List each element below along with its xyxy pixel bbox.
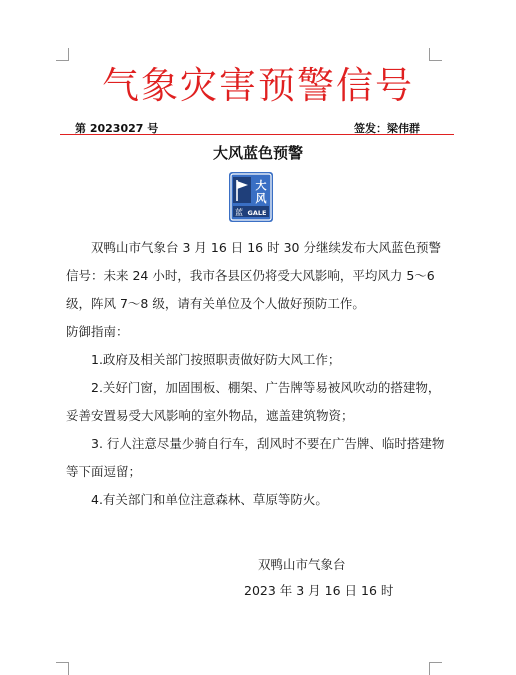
icon-flag-panel bbox=[233, 177, 251, 203]
margin-corner-top-left bbox=[56, 48, 69, 61]
guide-heading: 防御指南： bbox=[66, 324, 129, 339]
signature-date: 2023 年 3 月 16 日 16 时 bbox=[244, 583, 394, 598]
icon-char-2: 风 bbox=[255, 192, 267, 205]
margin-corner-top-right bbox=[429, 48, 442, 61]
icon-en-text: GALE bbox=[247, 209, 267, 217]
margin-corner-bottom-right bbox=[429, 662, 442, 675]
document-number: 第 2023027 号 bbox=[75, 122, 159, 135]
guide-item: 3. 行人注意尽量少骑自行车，刮风时不要在广告牌、临时搭建物等下面逗留； bbox=[66, 436, 445, 479]
signer: 签发：梁伟群 bbox=[354, 122, 420, 135]
margin-corner-bottom-left bbox=[56, 662, 69, 675]
guide-item: 2.关好门窗，加固围板、棚架、广告牌等易被风吹动的搭建物，妥善安置易受大风影响的室外物品，遮盖建筑物资； bbox=[66, 380, 441, 423]
red-divider-line bbox=[60, 134, 454, 135]
icon-level-text: 蓝 bbox=[235, 208, 243, 217]
icon-char-1: 大 bbox=[255, 179, 267, 192]
guide-item: 1.政府及相关部门按照职责做好防大风工作； bbox=[91, 352, 341, 367]
document-title: 大风蓝色预警 bbox=[212, 144, 303, 162]
signature-organization: 双鸭山市气象台 bbox=[258, 557, 346, 572]
document-body bbox=[66, 234, 446, 514]
intro-paragraph: 双鸭山市气象台 3 月 16 日 16 时 30 分继续发布大风蓝色预警信号：未来 24 小时，我市各县区仍将受大风影响，平均风力 5～6 级，阵风 7～8 级，请有关单位及个人做好预防工作。 bbox=[66, 240, 441, 311]
guide-item: 4.有关部门和单位注意森林、草原等防火。 bbox=[91, 492, 328, 507]
red-header-title: 气象灾害预警信号 bbox=[102, 64, 414, 107]
wind-blue-warning-icon bbox=[229, 172, 273, 222]
